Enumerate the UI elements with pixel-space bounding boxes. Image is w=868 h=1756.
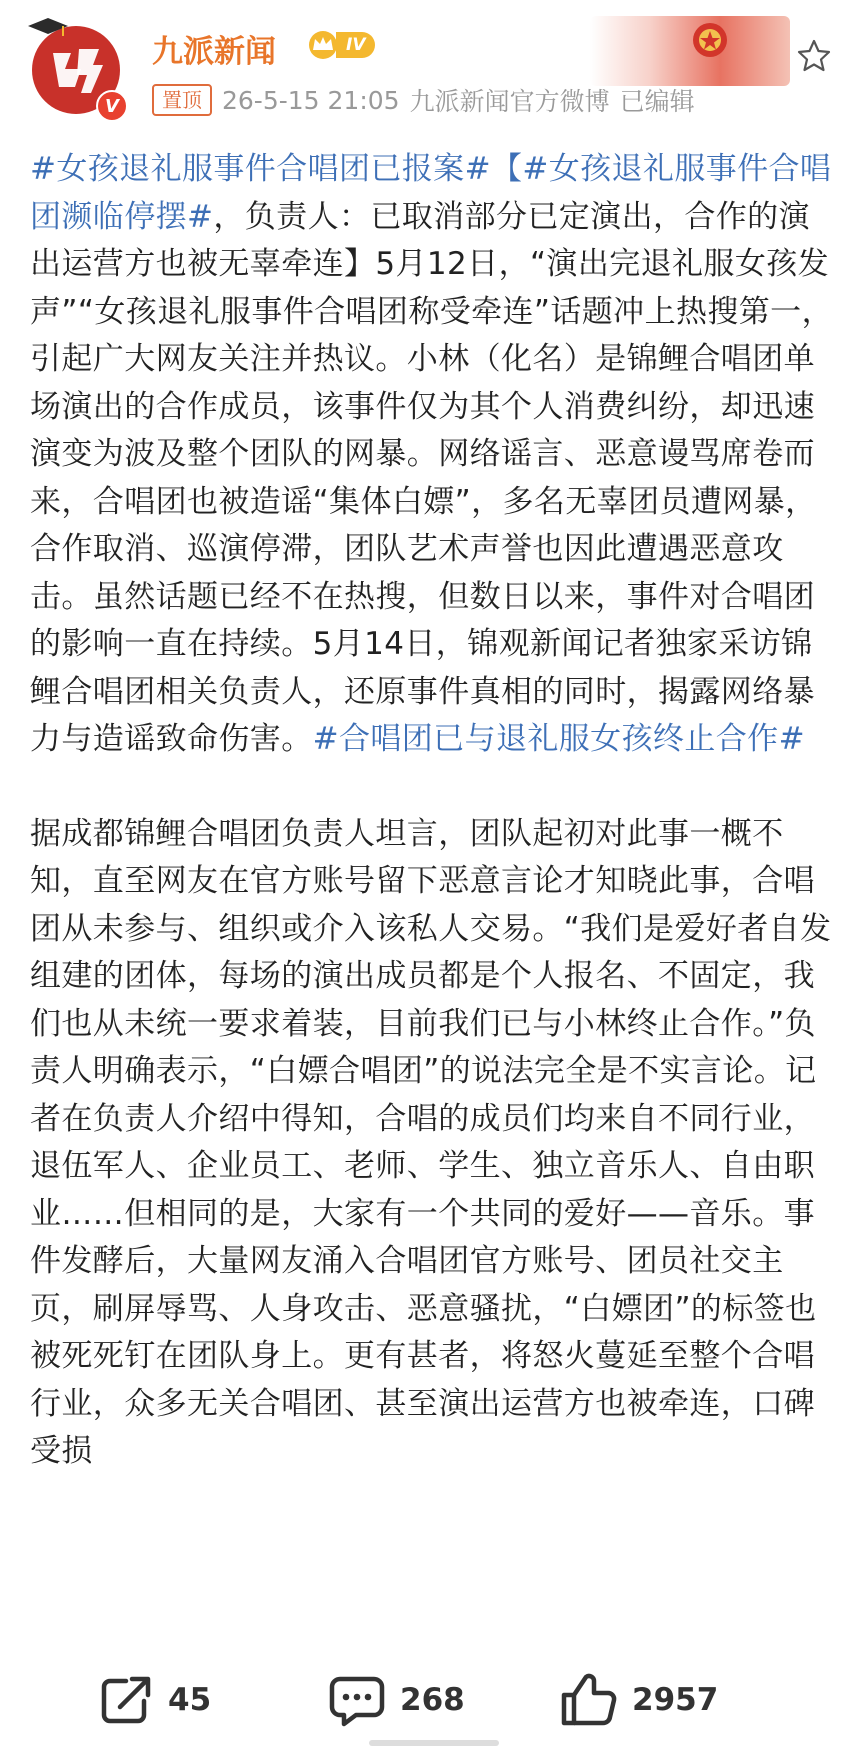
home-indicator[interactable]	[369, 1740, 499, 1746]
avatar[interactable]	[22, 18, 132, 122]
graduation-cap-icon	[28, 18, 68, 40]
post-source: 九派新闻官方微博	[409, 87, 610, 116]
timestamp: 26-5-15 21:05	[222, 85, 400, 115]
emblem-icon	[690, 20, 730, 60]
action-bar	[0, 1630, 868, 1756]
crown-icon	[306, 30, 340, 60]
pinned-badge: 置顶	[152, 84, 212, 116]
account-name[interactable]: 九派新闻	[152, 34, 276, 70]
post-meta	[152, 82, 695, 118]
comment-icon	[328, 1671, 386, 1729]
like-count: 2957	[632, 1682, 719, 1718]
hashtag-link[interactable]: #合唱团已与退礼服女孩终止合作#	[312, 721, 805, 757]
paragraph-text: ，负责人：已取消部分已定演出，合作的演出运营方也被无辜牵连】5月12日，“演出完退礼服女孩发声”“女孩退礼服事件合唱团称受牵连”话题冲上热搜第一，引起广大网友关注并热议。小林（化名）是锦鲤合唱团单场演出的合作成员，该事件仅为其个人消费纠纷，却迅速演变为波及整个团队的网暴。网络谣言、恶意谩骂席卷而来，合唱团也被造谣“集体白嫖”，多名无辜团员遭网暴，合作取消、巡演停滞，团队艺术声誉也因此遭遇恶意攻击。虽然话题已经不在热搜，但数日以来，事件对合唱团的影响一直在持续。5月14日，锦观新闻记者独家采访锦鲤合唱团相关负责人，还原事件真相的同时，揭露网络暴力与造谣致命伤害。	[30, 198, 833, 757]
post-header	[0, 0, 868, 120]
verified-v-icon: V	[96, 90, 128, 122]
level-badge[interactable]	[306, 30, 375, 60]
comment-button[interactable]	[328, 1670, 465, 1730]
level-text: IV	[336, 32, 375, 58]
thumbs-up-icon	[560, 1671, 618, 1729]
edited-label[interactable]: 已编辑	[619, 87, 695, 116]
paragraph-2	[30, 811, 835, 1476]
share-icon	[96, 1671, 154, 1729]
like-button[interactable]	[560, 1670, 718, 1730]
hashtag-link[interactable]: 【#女孩退礼服事件合唱团濒临停摆#	[30, 151, 832, 235]
star-icon[interactable]	[796, 38, 832, 74]
paragraph-text: 据成都锦鲤合唱团负责人坦言，团队起初对此事一概不知，直至网友在官方账号留下恶意言论才知晓此事，合唱团从未参与、组织或介入该私人交易。“我们是爱好者自发组建的团体，每场的演出成员都是个人报名、不固定，我们也从未统一要求着装，目前我们已与小林终止合作。”负责人明确表示，“白嫖合唱团”的说法完全是不实言论。记者在负责人介绍中得知，合唱的成员们均来自不同行业，退伍军人、企业员工、老师、学生、独立音乐人、自由职业……但相同的是，大家有一个共同的爱好——音乐。事件发酵后，大量网友涌入合唱团官方账号、团员社交主页，刷屏辱骂、人身攻击、恶意骚扰，“白嫖团”的标签也被死死钉在团队身上。更有甚者，将怒火蔓延至整个合唱行业，众多无关合唱团、甚至演出运营方也被牵连，口碑受损	[30, 815, 832, 1469]
comment-count: 268	[400, 1682, 465, 1718]
repost-button[interactable]	[96, 1670, 211, 1730]
repost-count: 45	[168, 1682, 212, 1718]
text-fade-overlay	[0, 1580, 868, 1636]
paragraph-1	[30, 146, 835, 764]
hashtag-link[interactable]: #女孩退礼服事件合唱团已报案#	[30, 151, 491, 187]
post-body	[30, 146, 835, 1476]
